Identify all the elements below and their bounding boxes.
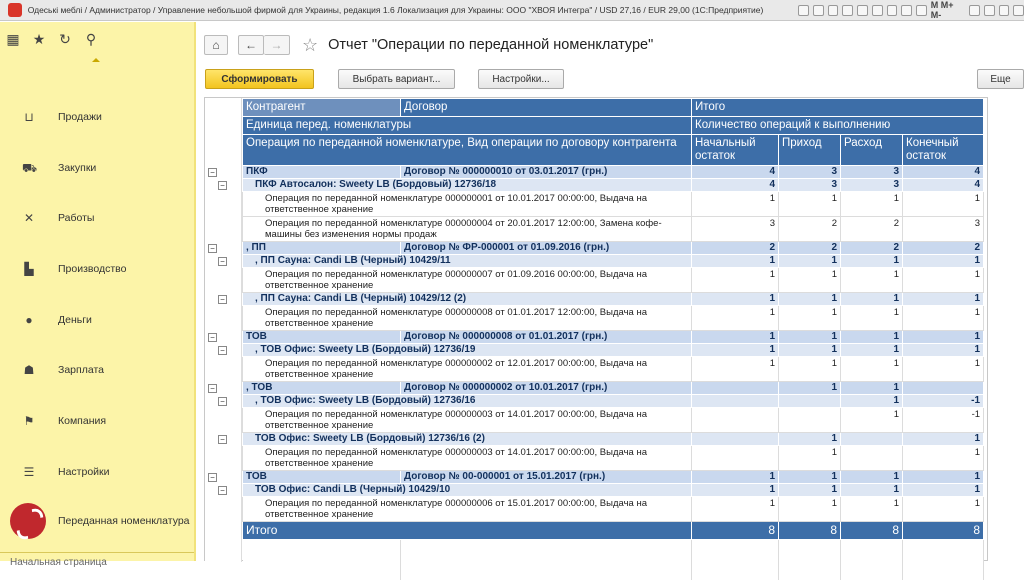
collapse-group-icon[interactable]: −: [218, 257, 227, 266]
generate-button[interactable]: Сформировать: [205, 69, 314, 89]
cell-income[interactable]: 1: [779, 255, 841, 268]
page-title: Отчет "Операции по переданной номенклатуре": [328, 37, 654, 53]
cell-income[interactable]: 1: [779, 331, 841, 344]
cell-item[interactable]: ПКФ Автосалон: Sweety LB (Бордовый) 12736/18: [243, 179, 692, 192]
cell-expense[interactable]: 1: [841, 293, 903, 306]
cell-item[interactable]: ТОВ Офис: Sweety LB (Бордовый) 12736/16 (2): [243, 433, 692, 446]
empty-cell: [841, 540, 903, 580]
cell-start[interactable]: 1: [692, 357, 779, 382]
navigation-bar: [204, 34, 653, 56]
calendar-icon[interactable]: [916, 5, 927, 16]
header-expense[interactable]: Расход: [841, 135, 903, 166]
cell-start[interactable]: [692, 446, 779, 471]
cell-expense[interactable]: 1: [841, 268, 903, 293]
detail-row[interactable]: [243, 446, 984, 471]
sidebar: [0, 22, 196, 568]
cell-start[interactable]: 1: [692, 306, 779, 331]
history-icon[interactable]: ↻: [59, 31, 71, 47]
empty-cell: [243, 540, 401, 580]
cell-end[interactable]: 1: [903, 306, 984, 331]
window-title: Одеські меблі / Администратор / Управление небольшой фирмой для Украины, редакция 1.6 Локализация для Украины: ООО "ХВОЯ Интегра" / USD 27,16 / EUR 29,00 (1С:Предприятие): [27, 5, 764, 15]
cell-income[interactable]: [779, 395, 841, 408]
cell-start[interactable]: [692, 408, 779, 433]
home-icon: ⌂: [212, 38, 220, 52]
apps-grid-icon[interactable]: ▦: [6, 31, 20, 47]
group-row-counterparty[interactable]: [243, 166, 984, 179]
cell-expense[interactable]: 1: [841, 331, 903, 344]
cell-end[interactable]: 1: [903, 497, 984, 522]
cell-end[interactable]: 1: [903, 255, 984, 268]
cell-end[interactable]: 4: [903, 166, 984, 179]
cell-expense[interactable]: 3: [841, 179, 903, 192]
group-row-counterparty[interactable]: [243, 471, 984, 484]
minimize-icon[interactable]: [984, 5, 995, 16]
empty-cell: [692, 540, 779, 580]
favorite-icon[interactable]: [857, 5, 868, 16]
cell-counterparty[interactable]: ТОВ: [243, 331, 401, 344]
collapse-group-icon[interactable]: −: [218, 295, 227, 304]
cell-income[interactable]: 1: [779, 344, 841, 357]
collapse-group-icon[interactable]: −: [208, 384, 217, 393]
cell-income[interactable]: 1: [779, 268, 841, 293]
total-expense[interactable]: 8: [841, 522, 903, 540]
home-button[interactable]: [204, 35, 228, 55]
empty-filler-row: [243, 540, 984, 580]
sidebar-item-label: Деньги: [58, 314, 92, 326]
sidebar-item-sales[interactable]: [0, 102, 196, 132]
cell-end[interactable]: [903, 382, 984, 395]
cell-item[interactable]: , ПП Сауна: Candi LB (Черный) 10429/12 (2): [243, 293, 692, 306]
sidebar-item-purchases[interactable]: [0, 153, 196, 183]
cell-income[interactable]: 1: [779, 471, 841, 484]
forward-button[interactable]: [264, 35, 290, 55]
group-row-counterparty[interactable]: [243, 242, 984, 255]
basket-icon: ⊔: [24, 110, 34, 124]
cell-end[interactable]: 4: [903, 179, 984, 192]
empty-cell: [401, 540, 692, 580]
cell-start[interactable]: 4: [692, 179, 779, 192]
total-end[interactable]: 8: [903, 522, 984, 540]
cell-item[interactable]: , ТОВ Офис: Sweety LB (Бордовый) 12736/16: [243, 395, 692, 408]
coin-icon: ●: [25, 313, 33, 327]
favorites-star-icon[interactable]: ★: [32, 31, 46, 47]
cell-end[interactable]: 1: [903, 446, 984, 471]
collapse-group-icon[interactable]: −: [208, 244, 217, 253]
header-operation[interactable]: Операция по переданной номенклатуре, Вид операции по договору контрагента: [243, 135, 692, 166]
cell-end[interactable]: 1: [903, 268, 984, 293]
cell-income[interactable]: 1: [779, 446, 841, 471]
cell-end[interactable]: -1: [903, 408, 984, 433]
main-content: [198, 22, 1024, 561]
cell-operation[interactable]: Операция по переданной номенклатуре 000000006 от 15.01.2017 00:00:00, Выдача на ответственное хранение: [243, 497, 692, 522]
settings-icon: ☰: [23, 465, 35, 479]
header-end[interactable]: Конечный остаток: [903, 135, 984, 166]
collapse-group-icon[interactable]: −: [218, 486, 227, 495]
cell-counterparty[interactable]: ТОВ: [243, 471, 401, 484]
flag-icon: ⚑: [23, 414, 35, 428]
history-icon[interactable]: [872, 5, 883, 16]
sidebar-item-works[interactable]: [0, 203, 196, 233]
cell-start[interactable]: 4: [692, 166, 779, 179]
collapse-arrow-icon[interactable]: [92, 58, 100, 62]
header-row-2: [243, 117, 984, 135]
cell-counterparty[interactable]: , ПП: [243, 242, 401, 255]
header-total[interactable]: Итого: [692, 99, 984, 117]
cell-start[interactable]: [692, 395, 779, 408]
cell-contract[interactable]: Договор № 00-000001 от 15.01.2017 (грн.): [401, 471, 692, 484]
cell-expense[interactable]: 1: [841, 395, 903, 408]
memory-buttons[interactable]: M M+ M-: [930, 0, 954, 20]
cell-expense[interactable]: 2: [841, 242, 903, 255]
cell-expense[interactable]: 2: [841, 217, 903, 242]
sidebar-item-production[interactable]: [0, 254, 196, 284]
cell-item[interactable]: , ТОВ Офис: Sweety LB (Бордовый) 12736/19: [243, 344, 692, 357]
cell-start[interactable]: 1: [692, 192, 779, 217]
cell-start[interactable]: 1: [692, 484, 779, 497]
sidebar-start-page[interactable]: Начальная страница: [0, 552, 194, 564]
collapse-group-icon[interactable]: −: [218, 397, 227, 406]
cell-income[interactable]: 1: [779, 357, 841, 382]
close-icon[interactable]: [1013, 5, 1024, 16]
header-row-3: [243, 135, 984, 166]
cell-income[interactable]: 1: [779, 484, 841, 497]
cell-start[interactable]: [692, 433, 779, 446]
cell-end[interactable]: 2: [903, 242, 984, 255]
cell-contract[interactable]: Договор № 000000002 от 10.01.2017 (грн.): [401, 382, 692, 395]
cell-start[interactable]: 1: [692, 497, 779, 522]
total-row[interactable]: [243, 522, 984, 540]
cell-expense[interactable]: 1: [841, 192, 903, 217]
cell-end[interactable]: -1: [903, 395, 984, 408]
cell-expense[interactable]: 1: [841, 382, 903, 395]
cell-start[interactable]: 1: [692, 293, 779, 306]
settings-button[interactable]: Настройки...: [478, 69, 564, 89]
cell-operation[interactable]: Операция по переданной номенклатуре 000000001 от 10.01.2017 00:00:00, Выдача на ответственное хранение: [243, 192, 692, 217]
cell-expense[interactable]: 1: [841, 497, 903, 522]
choose-variant-button[interactable]: Выбрать вариант...: [338, 69, 455, 89]
cell-operation[interactable]: Операция по переданной номенклатуре 000000002 от 12.01.2017 00:00:00, Выдача на ответственное хранение: [243, 357, 692, 382]
restore-icon[interactable]: [999, 5, 1010, 16]
cell-expense[interactable]: 1: [841, 306, 903, 331]
cell-operation[interactable]: Операция по переданной номенклатуре 000000008 от 01.01.2017 12:00:00, Выдача на ответственное хранение: [243, 306, 692, 331]
detail-row[interactable]: [243, 357, 984, 382]
group-row-item[interactable]: [243, 484, 984, 497]
group-row-item[interactable]: [243, 179, 984, 192]
detail-row[interactable]: [243, 408, 984, 433]
cell-contract[interactable]: Договор № ФР-000001 от 01.09.2016 (грн.): [401, 242, 692, 255]
company-logo-icon: [10, 503, 46, 539]
cell-income[interactable]: 1: [779, 192, 841, 217]
collapse-group-icon[interactable]: −: [208, 473, 217, 482]
more-button[interactable]: Еще: [977, 69, 1024, 89]
detail-row[interactable]: [243, 306, 984, 331]
group-row-item[interactable]: [243, 255, 984, 268]
cell-income[interactable]: 3: [779, 166, 841, 179]
detail-row[interactable]: [243, 497, 984, 522]
tools-icon: ✕: [23, 211, 35, 225]
cell-start[interactable]: 1: [692, 344, 779, 357]
cell-start[interactable]: 1: [692, 471, 779, 484]
report-table: [242, 98, 984, 580]
header-ops-count[interactable]: Количество операций к выполнению: [692, 117, 984, 135]
cell-start[interactable]: 2: [692, 242, 779, 255]
people-icon: ☗: [23, 363, 35, 377]
cell-end[interactable]: 1: [903, 344, 984, 357]
sidebar-item-money[interactable]: [0, 305, 196, 335]
cell-expense[interactable]: 1: [841, 357, 903, 382]
cell-contract[interactable]: Договор № 000000010 от 03.01.2017 (грн.): [401, 166, 692, 179]
header-income[interactable]: Приход: [779, 135, 841, 166]
header-contract[interactable]: Договор: [401, 99, 692, 117]
collapse-group-icon[interactable]: −: [218, 181, 227, 190]
back-button[interactable]: [238, 35, 264, 55]
cell-start[interactable]: 3: [692, 217, 779, 242]
empty-cell: [903, 540, 984, 580]
empty-cell: [779, 540, 841, 580]
cell-end[interactable]: 1: [903, 484, 984, 497]
cell-operation[interactable]: Операция по переданной номенклатуре 000000004 от 20.01.2017 12:00:00, Замена кофе-машины без изменения нормы продаж: [243, 217, 692, 242]
cell-income[interactable]: 1: [779, 382, 841, 395]
sidebar-item-label: Работы: [58, 212, 95, 224]
cell-operation[interactable]: Операция по переданной номенклатуре 000000003 от 14.01.2017 00:00:00, Выдача на ответственное хранение: [243, 408, 692, 433]
print-icon[interactable]: [813, 5, 824, 16]
calculator-icon[interactable]: [901, 5, 912, 16]
sidebar-item-settings[interactable]: [0, 457, 196, 487]
cell-expense[interactable]: 1: [841, 344, 903, 357]
collapse-group-icon[interactable]: −: [208, 168, 217, 177]
cell-end[interactable]: 1: [903, 357, 984, 382]
cell-expense[interactable]: [841, 446, 903, 471]
factory-icon: ▙: [24, 262, 34, 276]
sidebar-item-transferred-items[interactable]: [0, 500, 196, 542]
group-row-item[interactable]: [243, 433, 984, 446]
collapse-group-icon[interactable]: −: [218, 435, 227, 444]
header-row-1: [243, 99, 984, 117]
cell-item[interactable]: ТОВ Офис: Candi LB (Черный) 10429/10: [243, 484, 692, 497]
cell-income[interactable]: [779, 408, 841, 433]
cell-start[interactable]: 1: [692, 268, 779, 293]
title-toolbar: [798, 0, 1024, 20]
report-spreadsheet[interactable]: [204, 97, 988, 561]
cell-end[interactable]: 1: [903, 293, 984, 306]
app-logo-icon: [8, 3, 22, 17]
cell-end[interactable]: 1: [903, 471, 984, 484]
header-unit[interactable]: Единица перед. номенклатуры: [243, 117, 692, 135]
collapse-group-icon[interactable]: −: [218, 346, 227, 355]
info-icon[interactable]: [969, 5, 980, 16]
detail-row[interactable]: [243, 192, 984, 217]
cell-start[interactable]: [692, 382, 779, 395]
grouping-column: [205, 98, 242, 562]
save-icon[interactable]: [798, 5, 809, 16]
cell-expense[interactable]: 1: [841, 471, 903, 484]
total-income[interactable]: 8: [779, 522, 841, 540]
sidebar-item-label: Производство: [58, 263, 127, 275]
search-icon[interactable]: ⚲: [85, 31, 97, 47]
cell-contract[interactable]: Договор № 000000008 от 01.01.2017 (грн.): [401, 331, 692, 344]
cell-expense[interactable]: 1: [841, 484, 903, 497]
cell-end[interactable]: 1: [903, 433, 984, 446]
cell-end[interactable]: 1: [903, 331, 984, 344]
cell-income[interactable]: 2: [779, 217, 841, 242]
cell-income[interactable]: 1: [779, 433, 841, 446]
sidebar-item-label: Зарплата: [58, 364, 104, 376]
sidebar-item-label: Настройки: [58, 466, 110, 478]
sidebar-item-label: Переданная номенклатура: [58, 515, 190, 527]
preview-icon[interactable]: [828, 5, 839, 16]
cell-start[interactable]: 1: [692, 331, 779, 344]
cell-expense[interactable]: 3: [841, 166, 903, 179]
cell-income[interactable]: 1: [779, 306, 841, 331]
link-icon[interactable]: [887, 5, 898, 16]
group-row-item[interactable]: [243, 293, 984, 306]
cell-end[interactable]: 3: [903, 217, 984, 242]
sidebar-item-label: Компания: [58, 415, 107, 427]
header-counterparty[interactable]: Контрагент: [243, 99, 401, 117]
group-row-item[interactable]: [243, 344, 984, 357]
report-toolbar: [205, 69, 1024, 89]
sidebar-item-salary[interactable]: [0, 355, 196, 385]
sidebar-item-label: Продажи: [58, 111, 102, 123]
collapse-group-icon[interactable]: −: [208, 333, 217, 342]
total-label: Итого: [243, 522, 692, 540]
cell-expense[interactable]: [841, 433, 903, 446]
group-row-counterparty[interactable]: [243, 331, 984, 344]
cell-counterparty[interactable]: , ТОВ: [243, 382, 401, 395]
mail-icon[interactable]: [842, 5, 853, 16]
favorite-star-icon[interactable]: ☆: [302, 35, 319, 55]
detail-row[interactable]: [243, 268, 984, 293]
window-title-bar: [0, 0, 1024, 21]
cell-item[interactable]: , ПП Сауна: Candi LB (Черный) 10429/11: [243, 255, 692, 268]
cell-start[interactable]: 1: [692, 255, 779, 268]
sidebar-item-label: Закупки: [58, 162, 97, 174]
group-row-counterparty[interactable]: [243, 382, 984, 395]
cell-expense[interactable]: 1: [841, 408, 903, 433]
cell-income[interactable]: 1: [779, 293, 841, 306]
total-start[interactable]: 8: [692, 522, 779, 540]
cell-expense[interactable]: 1: [841, 255, 903, 268]
cart-icon: ⛟: [22, 161, 38, 175]
sidebar-toolbar: [0, 22, 194, 56]
sidebar-item-company[interactable]: [0, 406, 196, 436]
header-start[interactable]: Начальный остаток: [692, 135, 779, 166]
cell-operation[interactable]: Операция по переданной номенклатуре 000000007 от 01.09.2016 00:00:00, Выдача на ответственное хранение: [243, 268, 692, 293]
cell-income[interactable]: 2: [779, 242, 841, 255]
group-row-item[interactable]: [243, 395, 984, 408]
cell-operation[interactable]: Операция по переданной номенклатуре 000000003 от 14.01.2017 00:00:00, Выдача на ответственное хранение: [243, 446, 692, 471]
detail-row[interactable]: [243, 217, 984, 242]
arrow-right-icon: →: [270, 38, 283, 52]
cell-counterparty[interactable]: ПКФ: [243, 166, 401, 179]
cell-income[interactable]: 3: [779, 179, 841, 192]
cell-end[interactable]: 1: [903, 192, 984, 217]
arrow-left-icon: ←: [245, 38, 257, 52]
cell-income[interactable]: 1: [779, 497, 841, 522]
